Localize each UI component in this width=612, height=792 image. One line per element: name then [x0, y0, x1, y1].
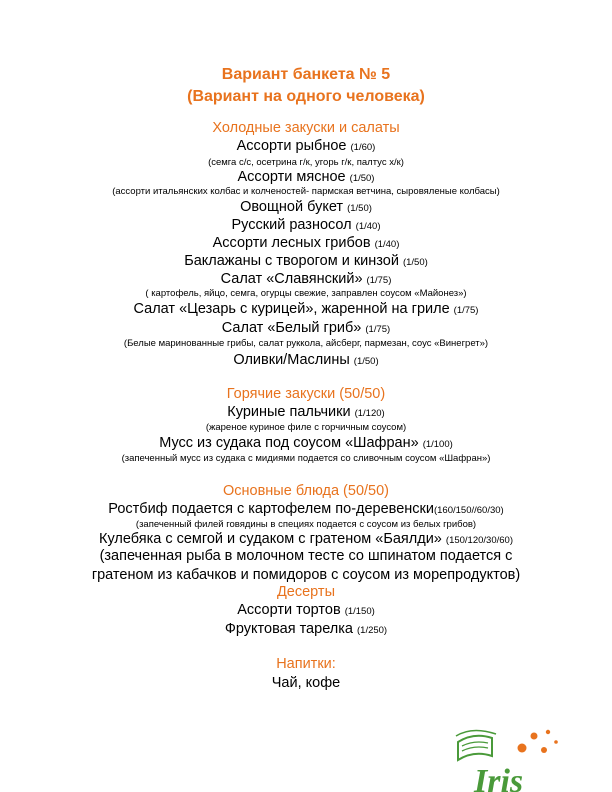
section-dessert-heading: Десерты [276, 584, 335, 600]
menu-item: Ассорти рыбное (1/60) [236, 138, 376, 154]
menu-item: Ростбиф подается с картофелем по-деревенски(160/150//60/30) [108, 501, 504, 517]
menu-item: Оливки/Маслины (1/50) [233, 352, 379, 368]
menu-item: Ассорти мясное (1/50) [237, 169, 375, 185]
menu-item: Овощной букет (1/50) [240, 199, 372, 215]
menu-item: Салат «Славянский» (1/75) [220, 271, 392, 287]
menu-item: Кулебяка с семгой и судаком с гратеном «Баялди» (150/120/30/60) [99, 531, 513, 547]
section-cold-heading: Холодные закуски и салаты [212, 120, 400, 136]
item-description: (ассорти итальянских колбас и колченостей- пармская ветчина, сыровяленые колбасы) [112, 186, 500, 197]
item-description: (запеченная рыба в молочном тесте со шпинатом подается с [99, 548, 513, 564]
item-description: ( картофель, яйцо, семга, огурцы свежие, заправлен соусом «Майонез») [145, 288, 467, 299]
item-description: (запеченный филей говядины в специях подается с соусом из белых грибов) [135, 519, 477, 530]
section-hot-heading: Горячие закуски (50/50) [226, 386, 386, 402]
menu-item: Мусс из судака под соусом «Шафран» (1/100) [159, 435, 453, 451]
menu-item: Куриные пальчики (1/120) [227, 404, 385, 420]
section-main-heading: Основные блюда (50/50) [223, 483, 389, 499]
dots-decoration [518, 730, 558, 753]
menu-subtitle: (Вариант на одного человека) [187, 88, 425, 105]
menu-item: Салат «Цезарь с курицей», жаренной на гриле (1/75) [133, 301, 479, 317]
menu-item: Фруктовая тарелка (1/250) [224, 621, 388, 637]
menu-item: Салат «Белый гриб» (1/75) [221, 320, 391, 336]
menu-item: Чай, кофе [271, 675, 341, 691]
item-description: гратеном из кабачков и помидоров с соусом из морепродуктов) [91, 567, 521, 583]
logo-text: Iris [474, 763, 524, 792]
item-description: (семга с/с, осетрина г/к, угорь г/к, палтус х/к) [208, 157, 404, 168]
menu-item: Ассорти лесных грибов (1/40) [212, 235, 400, 251]
iris-logo [452, 720, 562, 792]
item-description: (запеченный мусс из судака с мидиями подается со сливочным соусом «Шафран») [121, 453, 491, 464]
menu-item: Ассорти тортов (1/150) [237, 602, 375, 618]
item-description: (Белые маринованные грибы, салат руккола, айсберг, пармезан, соус «Винегрет») [123, 338, 489, 349]
section-drinks-heading: Напитки: [276, 656, 336, 672]
item-description: (жареное куриное филе с горчичным соусом) [205, 422, 407, 433]
book-icon [456, 730, 496, 760]
menu-item: Баклажаны с творогом и кинзой (1/50) [184, 253, 428, 269]
menu-item: Русский разносол (1/40) [231, 217, 381, 233]
menu-title: Вариант банкета № 5 [221, 66, 391, 83]
